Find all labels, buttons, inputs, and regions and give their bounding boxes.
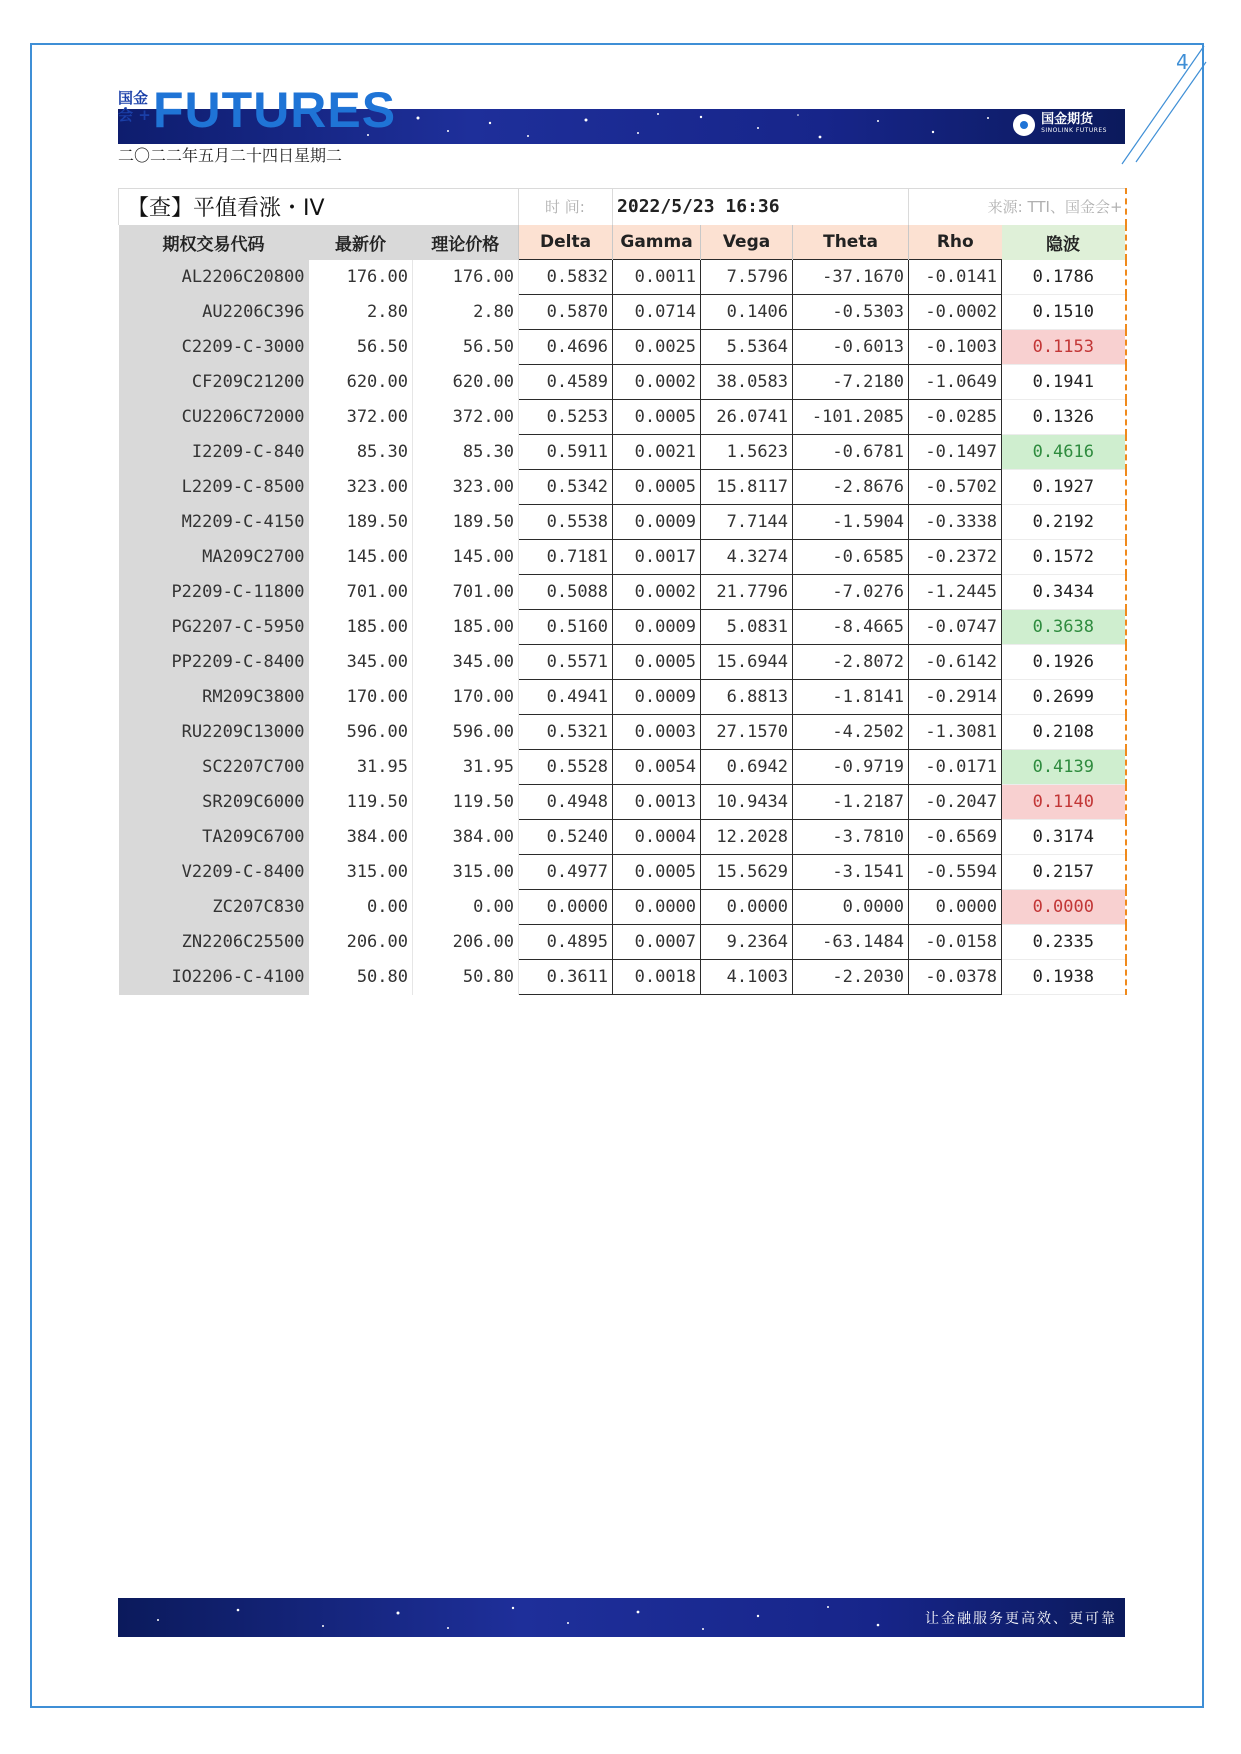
iv-cell: 0.1510 <box>1002 295 1126 330</box>
delta-cell: 0.4941 <box>519 680 613 715</box>
table-row <box>119 400 1126 435</box>
col-header-vega: Vega <box>701 225 793 260</box>
theta-cell: -3.7810 <box>793 820 909 855</box>
rho-cell: -0.2047 <box>909 785 1002 820</box>
table-row <box>119 785 1126 820</box>
delta-cell: 0.5538 <box>519 505 613 540</box>
option-code-cell: SC2207C700 <box>119 750 309 785</box>
last-price-cell: 315.00 <box>309 855 413 890</box>
delta-cell: 0.5088 <box>519 575 613 610</box>
last-price-cell: 31.95 <box>309 750 413 785</box>
iv-cell: 0.3434 <box>1002 575 1126 610</box>
rho-cell: -0.2914 <box>909 680 1002 715</box>
theo-price-cell: 701.00 <box>413 575 519 610</box>
table-row <box>119 575 1126 610</box>
last-price-cell: 345.00 <box>309 645 413 680</box>
gamma-cell: 0.0021 <box>613 435 701 470</box>
vega-cell: 26.0741 <box>701 400 793 435</box>
theta-cell: -7.2180 <box>793 365 909 400</box>
vega-cell: 38.0583 <box>701 365 793 400</box>
vega-cell: 27.1570 <box>701 715 793 750</box>
theta-cell: -1.5904 <box>793 505 909 540</box>
theo-price-cell: 2.80 <box>413 295 519 330</box>
iv-cell: 0.1926 <box>1002 645 1126 680</box>
theta-cell: -1.8141 <box>793 680 909 715</box>
table-row <box>119 610 1126 645</box>
theta-cell: -0.6781 <box>793 435 909 470</box>
delta-cell: 0.4948 <box>519 785 613 820</box>
rho-cell: -0.1497 <box>909 435 1002 470</box>
last-price-cell: 323.00 <box>309 470 413 505</box>
last-price-cell: 2.80 <box>309 295 413 330</box>
table-row <box>119 960 1126 995</box>
iv-cell: 0.1326 <box>1002 400 1126 435</box>
rho-cell: -0.2372 <box>909 540 1002 575</box>
theta-cell: 0.0000 <box>793 890 909 925</box>
logo-cn: 国金 会 + <box>118 89 151 124</box>
delta-cell: 0.5342 <box>519 470 613 505</box>
corner-decoration <box>1118 40 1208 170</box>
iv-cell: 0.1941 <box>1002 365 1126 400</box>
option-code-cell: TA209C6700 <box>119 820 309 855</box>
option-code-cell: SR209C6000 <box>119 785 309 820</box>
table-row <box>119 925 1126 960</box>
vega-cell: 0.1406 <box>701 295 793 330</box>
vega-cell: 15.5629 <box>701 855 793 890</box>
delta-cell: 0.5528 <box>519 750 613 785</box>
last-price-cell: 189.50 <box>309 505 413 540</box>
theta-cell: -63.1484 <box>793 925 909 960</box>
theo-price-cell: 176.00 <box>413 260 519 295</box>
theo-price-cell: 596.00 <box>413 715 519 750</box>
theta-cell: -0.6013 <box>793 330 909 365</box>
table-row <box>119 820 1126 855</box>
theo-price-cell: 384.00 <box>413 820 519 855</box>
option-code-cell: L2209-C-8500 <box>119 470 309 505</box>
rho-cell: -0.5702 <box>909 470 1002 505</box>
gamma-cell: 0.0009 <box>613 610 701 645</box>
col-header-rho: Rho <box>909 225 1002 260</box>
theo-price-cell: 0.00 <box>413 890 519 925</box>
gamma-cell: 0.0005 <box>613 645 701 680</box>
theo-price-cell: 315.00 <box>413 855 519 890</box>
theo-price-cell: 372.00 <box>413 400 519 435</box>
table-row <box>119 890 1126 925</box>
theo-price-cell: 50.80 <box>413 960 519 995</box>
theo-price-cell: 323.00 <box>413 470 519 505</box>
iv-cell: 0.1927 <box>1002 470 1126 505</box>
gamma-cell: 0.0017 <box>613 540 701 575</box>
table-row <box>119 680 1126 715</box>
delta-cell: 0.5240 <box>519 820 613 855</box>
source-label: 来源: TTI、国金会+ <box>909 189 1126 225</box>
footer-slogan: 让金融服务更高效、更可靠 <box>925 1611 1117 1627</box>
vega-cell: 0.6942 <box>701 750 793 785</box>
last-price-cell: 170.00 <box>309 680 413 715</box>
last-price-cell: 119.50 <box>309 785 413 820</box>
theta-cell: -3.1541 <box>793 855 909 890</box>
table-row <box>119 295 1126 330</box>
delta-cell: 0.4977 <box>519 855 613 890</box>
last-price-cell: 372.00 <box>309 400 413 435</box>
theo-price-cell: 206.00 <box>413 925 519 960</box>
col-header-gamma: Gamma <box>613 225 701 260</box>
iv-cell: 0.4139 <box>1002 750 1126 785</box>
table-row <box>119 330 1126 365</box>
options-table-wrap <box>118 188 1125 995</box>
option-code-cell: M2209-C-4150 <box>119 505 309 540</box>
vega-cell: 4.3274 <box>701 540 793 575</box>
rho-cell: -0.3338 <box>909 505 1002 540</box>
delta-cell: 0.5160 <box>519 610 613 645</box>
brand-name-cn: 国金期货 <box>1041 112 1094 127</box>
rho-cell: -0.0285 <box>909 400 1002 435</box>
gamma-cell: 0.0009 <box>613 680 701 715</box>
gamma-cell: 0.0025 <box>613 330 701 365</box>
vega-cell: 0.0000 <box>701 890 793 925</box>
rho-cell: -0.0747 <box>909 610 1002 645</box>
rho-cell: -0.0378 <box>909 960 1002 995</box>
time-label: 时 间: <box>519 189 613 225</box>
vega-cell: 4.1003 <box>701 960 793 995</box>
rho-cell: -1.0649 <box>909 365 1002 400</box>
options-table <box>118 188 1127 995</box>
theo-price-cell: 189.50 <box>413 505 519 540</box>
iv-cell: 0.1938 <box>1002 960 1126 995</box>
iv-cell: 0.1572 <box>1002 540 1126 575</box>
iv-cell: 0.2335 <box>1002 925 1126 960</box>
rho-cell: -0.0158 <box>909 925 1002 960</box>
last-price-cell: 620.00 <box>309 365 413 400</box>
iv-cell: 0.1153 <box>1002 330 1126 365</box>
option-code-cell: AU2206C396 <box>119 295 309 330</box>
gamma-cell: 0.0018 <box>613 960 701 995</box>
delta-cell: 0.5321 <box>519 715 613 750</box>
theo-price-cell: 620.00 <box>413 365 519 400</box>
time-value: 2022/5/23 16:36 <box>613 189 909 225</box>
last-price-cell: 145.00 <box>309 540 413 575</box>
delta-cell: 0.5571 <box>519 645 613 680</box>
theta-cell: -2.2030 <box>793 960 909 995</box>
rho-cell: -0.1003 <box>909 330 1002 365</box>
last-price-cell: 176.00 <box>309 260 413 295</box>
rho-cell: -0.0141 <box>909 260 1002 295</box>
theta-cell: -0.9719 <box>793 750 909 785</box>
last-price-cell: 596.00 <box>309 715 413 750</box>
last-price-cell: 185.00 <box>309 610 413 645</box>
rho-cell: 0.0000 <box>909 890 1002 925</box>
iv-cell: 0.2108 <box>1002 715 1126 750</box>
col-header-theo: 理论价格 <box>413 225 519 260</box>
gamma-cell: 0.0005 <box>613 855 701 890</box>
vega-cell: 5.0831 <box>701 610 793 645</box>
last-price-cell: 50.80 <box>309 960 413 995</box>
gamma-cell: 0.0005 <box>613 470 701 505</box>
last-price-cell: 701.00 <box>309 575 413 610</box>
iv-cell: 0.0000 <box>1002 890 1126 925</box>
delta-cell: 0.5253 <box>519 400 613 435</box>
rho-cell: -1.3081 <box>909 715 1002 750</box>
theta-cell: -7.0276 <box>793 575 909 610</box>
delta-cell: 0.3611 <box>519 960 613 995</box>
table-row <box>119 435 1126 470</box>
theo-price-cell: 145.00 <box>413 540 519 575</box>
iv-cell: 0.2157 <box>1002 855 1126 890</box>
iv-cell: 0.1786 <box>1002 260 1126 295</box>
theta-cell: -8.4665 <box>793 610 909 645</box>
col-header-delta: Delta <box>519 225 613 260</box>
page-number: 4 <box>1176 50 1189 74</box>
table-header-row <box>119 225 1126 260</box>
theta-cell: -0.5303 <box>793 295 909 330</box>
col-header-iv: 隐波 <box>1002 225 1126 260</box>
option-code-cell: CF209C21200 <box>119 365 309 400</box>
rho-cell: -0.5594 <box>909 855 1002 890</box>
vega-cell: 10.9434 <box>701 785 793 820</box>
brand-name-en: SINOLINK FUTURES <box>1041 127 1107 134</box>
theta-cell: -0.6585 <box>793 540 909 575</box>
option-code-cell: IO2206-C-4100 <box>119 960 309 995</box>
gamma-cell: 0.0002 <box>613 575 701 610</box>
footer-band <box>118 1598 1125 1637</box>
theta-cell: -101.2085 <box>793 400 909 435</box>
table-row <box>119 540 1126 575</box>
option-code-cell: RU2209C13000 <box>119 715 309 750</box>
delta-cell: 0.7181 <box>519 540 613 575</box>
table-row <box>119 750 1126 785</box>
delta-cell: 0.5832 <box>519 260 613 295</box>
theo-price-cell: 170.00 <box>413 680 519 715</box>
table-row <box>119 645 1126 680</box>
gamma-cell: 0.0004 <box>613 820 701 855</box>
option-code-cell: PP2209-C-8400 <box>119 645 309 680</box>
gamma-cell: 0.0002 <box>613 365 701 400</box>
gamma-cell: 0.0000 <box>613 890 701 925</box>
gamma-cell: 0.0013 <box>613 785 701 820</box>
option-code-cell: CU2206C72000 <box>119 400 309 435</box>
iv-cell: 0.3174 <box>1002 820 1126 855</box>
option-code-cell: RM209C3800 <box>119 680 309 715</box>
theo-price-cell: 119.50 <box>413 785 519 820</box>
theo-price-cell: 345.00 <box>413 645 519 680</box>
gamma-cell: 0.0714 <box>613 295 701 330</box>
table-row <box>119 855 1126 890</box>
option-code-cell: ZC207C830 <box>119 890 309 925</box>
iv-cell: 0.2192 <box>1002 505 1126 540</box>
gamma-cell: 0.0054 <box>613 750 701 785</box>
table-row <box>119 260 1126 295</box>
vega-cell: 12.2028 <box>701 820 793 855</box>
last-price-cell: 206.00 <box>309 925 413 960</box>
rho-cell: -0.0002 <box>909 295 1002 330</box>
vega-cell: 7.5796 <box>701 260 793 295</box>
theta-cell: -37.1670 <box>793 260 909 295</box>
option-code-cell: MA209C2700 <box>119 540 309 575</box>
gamma-cell: 0.0003 <box>613 715 701 750</box>
iv-cell: 0.3638 <box>1002 610 1126 645</box>
theta-cell: -2.8072 <box>793 645 909 680</box>
last-price-cell: 384.00 <box>309 820 413 855</box>
vega-cell: 15.6944 <box>701 645 793 680</box>
option-code-cell: ZN2206C25500 <box>119 925 309 960</box>
table-row <box>119 470 1126 505</box>
rho-cell: -0.0171 <box>909 750 1002 785</box>
gamma-cell: 0.0009 <box>613 505 701 540</box>
iv-cell: 0.1140 <box>1002 785 1126 820</box>
brand-logo-icon <box>1013 114 1035 136</box>
table-title: 【查】平值看涨・IV <box>119 189 519 225</box>
vega-cell: 9.2364 <box>701 925 793 960</box>
brand-right <box>1013 114 1107 136</box>
option-code-cell: V2209-C-8400 <box>119 855 309 890</box>
table-row <box>119 505 1126 540</box>
table-title-row <box>119 189 1126 225</box>
delta-cell: 0.4589 <box>519 365 613 400</box>
theo-price-cell: 31.95 <box>413 750 519 785</box>
vega-cell: 21.7796 <box>701 575 793 610</box>
vega-cell: 7.7144 <box>701 505 793 540</box>
delta-cell: 0.4696 <box>519 330 613 365</box>
option-code-cell: AL2206C20800 <box>119 260 309 295</box>
gamma-cell: 0.0005 <box>613 400 701 435</box>
option-code-cell: P2209-C-11800 <box>119 575 309 610</box>
rho-cell: -0.6142 <box>909 645 1002 680</box>
logo-en: FUTURES <box>153 82 397 138</box>
vega-cell: 5.5364 <box>701 330 793 365</box>
theo-price-cell: 85.30 <box>413 435 519 470</box>
theta-cell: -4.2502 <box>793 715 909 750</box>
theta-cell: -1.2187 <box>793 785 909 820</box>
col-header-code: 期权交易代码 <box>119 225 309 260</box>
vega-cell: 15.8117 <box>701 470 793 505</box>
iv-cell: 0.4616 <box>1002 435 1126 470</box>
theo-price-cell: 185.00 <box>413 610 519 645</box>
delta-cell: 0.0000 <box>519 890 613 925</box>
theta-cell: -2.8676 <box>793 470 909 505</box>
col-header-theta: Theta <box>793 225 909 260</box>
delta-cell: 0.5911 <box>519 435 613 470</box>
report-date: 二〇二二年五月二十四日星期二 <box>118 146 343 165</box>
theo-price-cell: 56.50 <box>413 330 519 365</box>
table-row <box>119 715 1126 750</box>
last-price-cell: 85.30 <box>309 435 413 470</box>
delta-cell: 0.5870 <box>519 295 613 330</box>
option-code-cell: PG2207-C-5950 <box>119 610 309 645</box>
table-row <box>119 365 1126 400</box>
iv-cell: 0.2699 <box>1002 680 1126 715</box>
gamma-cell: 0.0011 <box>613 260 701 295</box>
gamma-cell: 0.0007 <box>613 925 701 960</box>
rho-cell: -1.2445 <box>909 575 1002 610</box>
vega-cell: 6.8813 <box>701 680 793 715</box>
delta-cell: 0.4895 <box>519 925 613 960</box>
option-code-cell: I2209-C-840 <box>119 435 309 470</box>
rho-cell: -0.6569 <box>909 820 1002 855</box>
last-price-cell: 0.00 <box>309 890 413 925</box>
option-code-cell: C2209-C-3000 <box>119 330 309 365</box>
last-price-cell: 56.50 <box>309 330 413 365</box>
col-header-last: 最新价 <box>309 225 413 260</box>
vega-cell: 1.5623 <box>701 435 793 470</box>
